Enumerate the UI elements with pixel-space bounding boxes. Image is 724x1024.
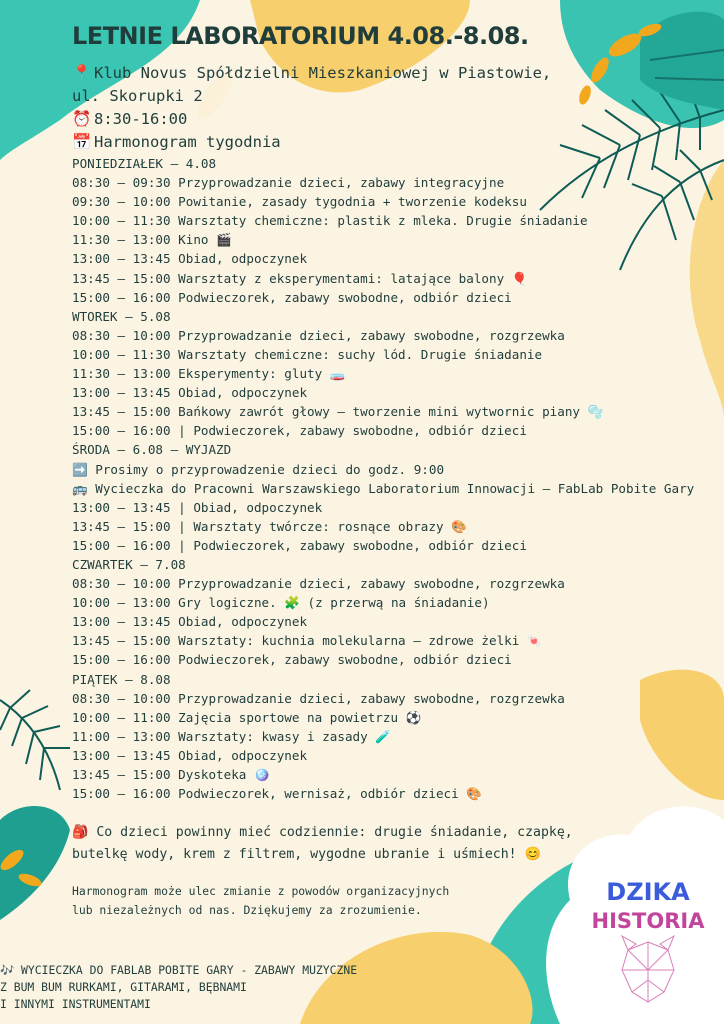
- schedule-item: 08:30 – 10:00 Przyprowadzanie dzieci, zabawy swobodne, rozgrzewka: [72, 690, 565, 706]
- schedule-item: 10:00 – 11:30 Warsztaty chemiczne: suchy lód. Drugie śniadanie: [72, 346, 543, 362]
- schedule-item: 13:45 – 15:00 Dyskoteka 🪩: [72, 767, 270, 782]
- footer-note: [0, 962, 357, 1013]
- hours-line: ⏰ 8:30-16:00: [72, 110, 188, 128]
- schedule-item: 🚌 Wycieczka do Pracowni Warszawskiego Laboratorium Innowacji – FabLab Pobite Gary: [72, 480, 695, 496]
- clock-icon: ⏰: [72, 110, 92, 128]
- schedule-item: 13:45 – 15:00 Bańkowy zawrót głowy – tworzenie mini wytwornic piany 🫧: [72, 404, 604, 420]
- logo-text-line-2: HISTORIA: [591, 909, 705, 933]
- schedule-item: 10:00 – 11:30 Warsztaty chemiczne: plastik z mleka. Drugie śniadanie: [72, 213, 588, 229]
- schedule-item: 13:00 – 13:45 Obiad, odpoczynek: [72, 251, 308, 267]
- day-heading-tuesday: WTOREK – 5.08: [72, 308, 171, 324]
- schedule-item: 10:00 – 11:00 Zajęcia sportowe na powietrzu ⚽: [72, 709, 422, 725]
- day-heading-wednesday: ŚRODA – 6.08 – WYJAZD: [72, 442, 232, 458]
- day-heading-thursday: CZWARTEK – 7.08: [72, 556, 186, 572]
- schedule-item: 08:30 – 09:30 Przyprowadzanie dzieci, zabawy integracyjne: [72, 175, 505, 191]
- location-line-1: 📍 Klub Novus Spółdzielni Mieszkaniowej w Piastowie,: [72, 64, 552, 82]
- schedule-item: 15:00 – 16:00 | Podwieczorek, zabawy swobodne, odbiór dzieci: [72, 537, 527, 553]
- schedule-item: 11:30 – 13:00 Eksperymenty: gluty 🧫: [72, 366, 346, 382]
- schedule-item: 15:00 – 16:00 Podwieczorek, wernisaż, odbiór dzieci 🎨: [72, 786, 482, 802]
- daily-items-note: [72, 822, 573, 866]
- schedule-item: 13:45 – 15:00 Warsztaty z eksperymentami: latające balony 🎈: [72, 270, 528, 286]
- schedule-item: 10:00 – 13:00 Gry logiczne. 🧩 (z przerwą na śniadanie): [72, 595, 490, 611]
- schedule-item: 08:30 – 10:00 Przyprowadzanie dzieci, zabawy swobodne, rozgrzewka: [72, 327, 565, 343]
- schedule-item: 15:00 – 16:00 Podwieczorek, zabawy swobodne, odbiór dzieci: [72, 289, 512, 305]
- note-line-1: 🎒 Co dzieci powinny mieć codziennie: drugie śniadanie, czapkę,: [72, 825, 573, 840]
- footer-line-2: Z BUM BUM RURKAMI, GITARAMI, BĘBNAMI: [0, 980, 247, 994]
- page-title: LETNIE LABORATORIUM 4.08.-8.08.: [72, 22, 529, 50]
- day-heading-friday: PIĄTEK – 8.08: [72, 671, 171, 687]
- schedule-heading: 📅 Harmonogram tygodnia: [72, 133, 281, 151]
- panther-head-icon: [622, 936, 674, 1002]
- disclaimer-line-2: lub niezależnych od nas. Dziękujemy za zrozumienie.: [72, 903, 422, 917]
- schedule-item: 11:30 – 13:00 Kino 🎬: [72, 232, 232, 248]
- schedule-item: 13:00 – 13:45 Obiad, odpoczynek: [72, 747, 308, 763]
- footer-line-3: I INNYMI INSTRUMENTAMI: [0, 997, 151, 1011]
- schedule-item: 13:45 – 15:00 Warsztaty: kuchnia molekularna – zdrowe żelki 🍬: [72, 633, 543, 649]
- schedule-item: 08:30 – 10:00 Przyprowadzanie dzieci, zabawy swobodne, rozgrzewka: [72, 576, 565, 592]
- calendar-icon: 📅: [72, 133, 92, 151]
- schedule-item: 13:00 – 13:45 | Obiad, odpoczynek: [72, 499, 323, 515]
- schedule-item: 15:00 – 16:00 | Podwieczorek, zabawy swobodne, odbiór dzieci: [72, 423, 527, 439]
- note-line-2: butelkę wody, krem z filtrem, wygodne ubranie i uśmiech! 😊: [72, 847, 541, 862]
- schedule-item: 11:00 – 13:00 Warsztaty: kwasy i zasady 🧪: [72, 728, 391, 744]
- logo-text-line-1: DZIKA: [606, 878, 690, 906]
- dzika-historia-logo: [588, 870, 708, 1010]
- schedule-item: 13:00 – 13:45 Obiad, odpoczynek: [72, 385, 308, 401]
- schedule-item: 13:45 – 15:00 | Warsztaty twórcze: rosnące obrazy 🎨: [72, 518, 467, 534]
- schedule-item: 13:00 – 13:45 Obiad, odpoczynek: [72, 614, 308, 630]
- disclaimer-line-1: Harmonogram może ulec zmianie z powodów organizacyjnych: [72, 884, 450, 898]
- disclaimer: [72, 882, 449, 920]
- footer-line-1: 🎶 WYCIECZKA DO FABLAB POBITE GARY - ZABAWY MUZYCZNE: [0, 963, 358, 977]
- schedule-item: 15:00 – 16:00 Podwieczorek, zabawy swobodne, odbiór dzieci: [72, 652, 512, 668]
- schedule-item: ➡️ Prosimy o przyprowadzenie dzieci do godz. 9:00: [72, 461, 445, 477]
- schedule-item: 09:30 – 10:00 Powitanie, zasady tygodnia + tworzenie kodeksu: [72, 194, 527, 210]
- day-heading-monday: PONIEDZIAŁEK – 4.08: [72, 156, 217, 171]
- pin-icon: 📍: [72, 64, 92, 82]
- location-line-2: ul. Skorupki 2: [72, 87, 203, 105]
- schedule-list: [72, 154, 694, 803]
